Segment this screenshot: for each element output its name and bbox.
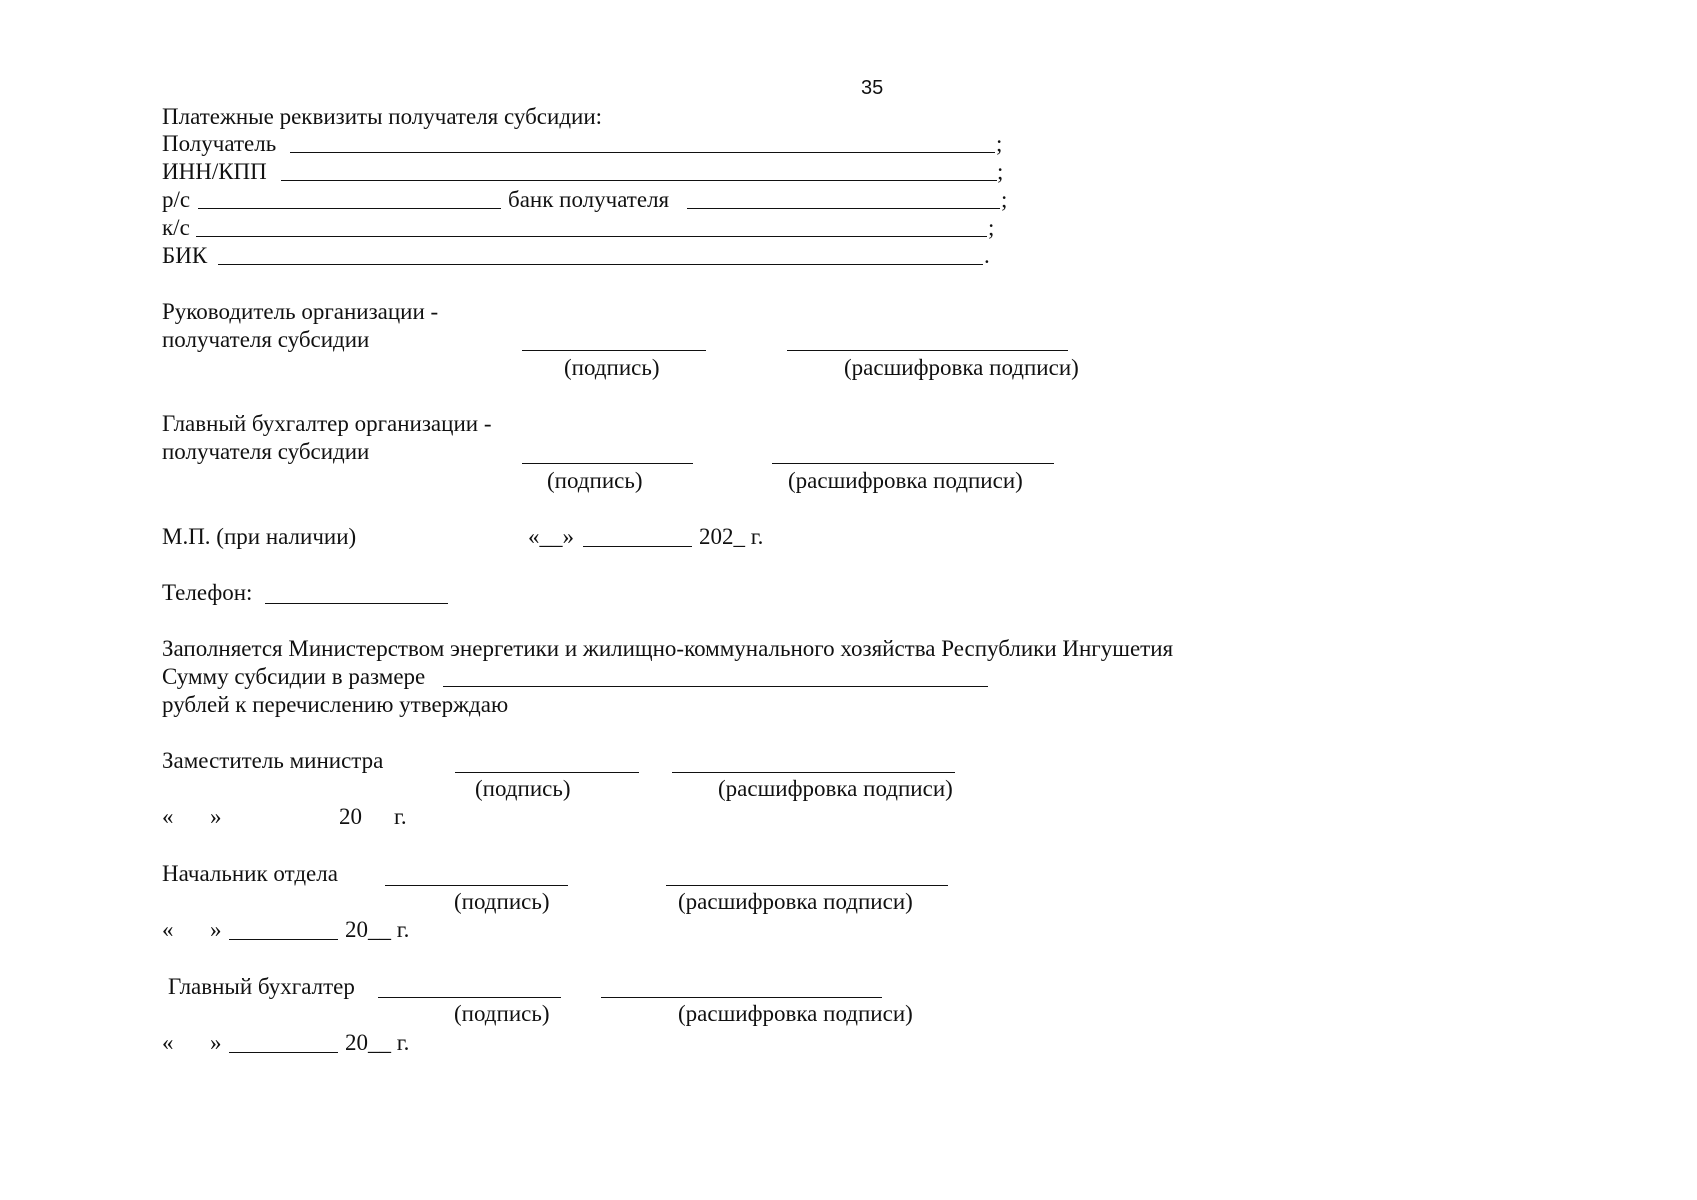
deputy-date-year: 20 [339,804,362,829]
deputy-date-year-suffix: г. [394,804,407,829]
chief-accountant-sign-caption: (подпись) [454,1001,550,1026]
ks-semicolon: ; [988,215,995,240]
stamp-date-day: «__» [528,524,574,549]
recipient-label: Получатель [162,131,277,156]
inn-kpp-semicolon: ; [997,159,1004,184]
stamp-label: М.П. (при наличии) [162,524,357,549]
deputy-signature-line[interactable] [455,772,639,773]
page-number: 35 [861,77,884,99]
chief-accountant-decode-caption: (расшифровка подписи) [678,1001,913,1026]
chief-accountant-label: Главный бухгалтер [168,974,355,999]
head-label-line1: Руководитель организации - [162,299,439,324]
chief-accountant-date-close: » [210,1030,222,1055]
inn-kpp-field-line[interactable] [281,180,997,181]
accountant-label-line1: Главный бухгалтер организации - [162,411,492,436]
rs-label: р/с [162,187,191,212]
bank-label: банк получателя [508,187,670,212]
department-date-close: » [210,917,222,942]
stamp-date-month-line[interactable] [583,546,692,547]
deputy-sign-caption: (подпись) [475,776,571,801]
department-sign-caption: (подпись) [454,889,550,914]
deputy-minister-label: Заместитель министра [162,748,384,773]
deputy-decode-caption: (расшифровка подписи) [718,776,953,801]
chief-accountant-signature-line[interactable] [378,997,561,998]
chief-accountant-date-year: 20__ г. [345,1030,410,1055]
bik-label: БИК [162,243,208,268]
accountant-decode-line[interactable] [772,463,1054,464]
recipient-field-line[interactable] [290,152,995,153]
deputy-date-open: « [162,804,174,829]
bank-field-line[interactable] [687,208,1000,209]
department-date-open: « [162,917,174,942]
ks-label: к/с [162,215,190,240]
stamp-date-year: 202_ г. [699,524,764,549]
subsidy-amount-line[interactable] [443,686,988,687]
phone-label: Телефон: [162,580,253,605]
ks-field-line[interactable] [196,236,987,237]
head-signature-line[interactable] [522,350,706,351]
accountant-decode-caption: (расшифровка подписи) [788,468,1023,493]
payment-heading: Платежные реквизиты получателя субсидии: [162,104,603,129]
bik-field-line[interactable] [218,264,983,265]
department-decode-line[interactable] [666,885,948,886]
head-label-line2: получателя субсидии [162,327,370,352]
phone-field-line[interactable] [265,603,448,604]
chief-accountant-date-open: « [162,1030,174,1055]
inn-kpp-label: ИНН/КПП [162,159,267,184]
accountant-signature-line[interactable] [522,463,693,464]
accountant-sign-caption: (подпись) [547,468,643,493]
department-date-month-line[interactable] [229,939,338,940]
deputy-date-close: » [210,804,222,829]
chief-accountant-decode-line[interactable] [601,997,882,998]
rs-field-line[interactable] [198,208,501,209]
deputy-decode-line[interactable] [672,772,955,773]
head-decode-caption: (расшифровка подписи) [844,355,1079,380]
head-decode-line[interactable] [787,350,1068,351]
bank-semicolon: ; [1001,187,1008,212]
ministry-line2: Сумму субсидии в размере [162,664,426,689]
department-head-label: Начальник отдела [162,861,338,886]
department-signature-line[interactable] [385,885,568,886]
ministry-line1: Заполняется Министерством энергетики и жилищно-коммунального хозяйства Республики Ингушетия [162,636,1174,661]
chief-accountant-date-month-line[interactable] [229,1052,338,1053]
department-date-year: 20__ г. [345,917,410,942]
bik-period: . [984,243,990,268]
ministry-line3: рублей к перечислению утверждаю [162,692,509,717]
accountant-label-line2: получателя субсидии [162,439,370,464]
head-sign-caption: (подпись) [564,355,660,380]
recipient-semicolon: ; [996,131,1003,156]
department-decode-caption: (расшифровка подписи) [678,889,913,914]
